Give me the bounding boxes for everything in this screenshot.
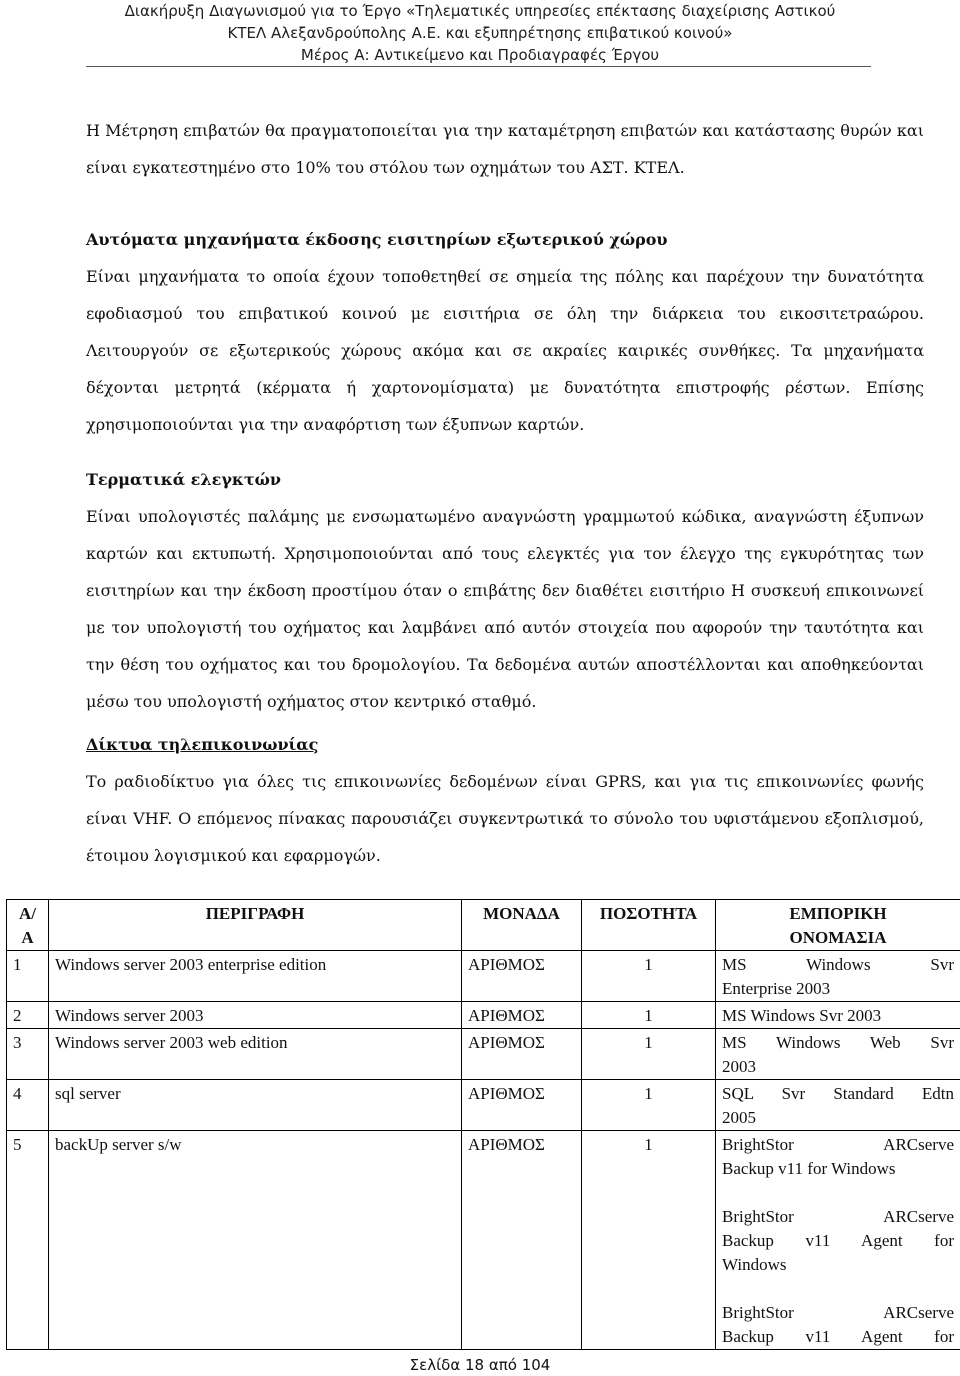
- section-heading: Τερματικά ελεγκτών: [86, 470, 282, 489]
- header-subtitle: Μέρος Α: Αντικείμενο και Προδιαγραφές Έργου: [300, 46, 660, 64]
- intro-paragraph: [86, 112, 924, 186]
- trade-name-line: Backup v11 for Windows: [722, 1159, 896, 1178]
- trade-name-line: Enterprise 2003: [722, 979, 831, 998]
- table-row: [7, 1080, 960, 1131]
- header-unit: ΜΟΝΑΔΑ: [462, 900, 582, 951]
- cell-quantity: 1: [582, 1131, 716, 1350]
- header-trade-name-line-1: ΕΜΠΟΡΙΚΗ: [789, 904, 887, 923]
- header-description: ΠΕΡΙΓΡΑΦΗ: [49, 900, 462, 951]
- cell-trade-name: [716, 1002, 960, 1029]
- section-ticket-machines: [86, 222, 924, 443]
- cell-aa: 4: [7, 1080, 49, 1131]
- cell-trade-name: [716, 951, 960, 1002]
- section-text: Είναι υπολογιστές παλάμης με ενσωματωμένο αναγνώστη γραμμωτού κώδικα, αναγνώστη έξυπνων καρτών και εκτυπωτή. Χρησιμοποιούνται από τους ελεγκτές για τον έλεγχο της εγκυρότητας των εισιτηρίων και την έκδοση προστίμου όταν ο επιβάτης δεν διαθέτει εισιτήριο Η συσκευή επικοινωνεί με τον υπολογιστή του οχήματος και λαμβάνει από αυτόν στοιχεία που αφορούν την ταυτότητα και την θέση του οχήματος και του δρομολογίου. Τα δεδομένα αυτών αποστέλλονται και αποθηκεύονται μέσω του υπολογιστή οχήματος στον κεντρικό σταθμό.: [86, 507, 924, 711]
- trade-name-line: Windows: [722, 1255, 787, 1274]
- cell-unit: ΑΡΙΘΜΟΣ: [462, 1002, 582, 1029]
- section-inspector-terminals: [86, 462, 924, 720]
- section-text: Το ραδιοδίκτυο για όλες τις επικοινωνίες δεδομένων είναι GPRS, και για τις επικοινωνίες φωνής είναι VHF. Ο επόμενος πίνακας παρουσιάζει συγκεντρωτικά το σύνολο του υφιστάμενου εξοπλισμού, έτοιμου λογισμικού και εφαρμογών.: [86, 772, 924, 865]
- header-trade-name: [716, 900, 960, 951]
- cell-description: Windows server 2003: [49, 1002, 462, 1029]
- cell-quantity: 1: [582, 951, 716, 1002]
- cell-aa: 2: [7, 1002, 49, 1029]
- table-row: [7, 1029, 960, 1080]
- cell-unit: ΑΡΙΘΜΟΣ: [462, 951, 582, 1002]
- trade-name-line: Backup v11 Agent for: [722, 1327, 954, 1346]
- equipment-table: [6, 899, 960, 1350]
- cell-unit: ΑΡΙΘΜΟΣ: [462, 1029, 582, 1080]
- cell-quantity: 1: [582, 1080, 716, 1131]
- cell-quantity: 1: [582, 1029, 716, 1080]
- header-title-line-2: ΚΤΕΛ Αλεξανδρούπολης Α.Ε. και εξυπηρέτησης επιβατικού κοινού»: [227, 24, 733, 42]
- section-heading: Δίκτυα τηλεπικοινωνίας: [86, 735, 319, 754]
- trade-name-line: BrightStor ARCserve: [722, 1135, 954, 1154]
- section-text: Είναι μηχανήματα το οποία έχουν τοποθετηθεί σε σημεία της πόλης και παρέχουν την δυνατότητα εφοδιασμού του επιβατικού κοινού με εισιτήρια σε όλη την διάρκεια του εικοσιτετραώρου. Λειτουργούν σε εξωτερικούς χώρους ακόμα και σε ακραίες καιρικές συνθήκες. Τα μηχανήματα δέχονται μετρητά (κέρματα ή χαρτονομίσματα) με δυνατότητα επιστροφής ρέστων. Επίσης χρησιμοποιούνται για την αναφόρτιση των έξυπνων καρτών.: [86, 267, 924, 434]
- cell-quantity: 1: [582, 1002, 716, 1029]
- header-aa: Α/Α: [7, 900, 49, 951]
- trade-name-line: BrightStor ARCserve: [722, 1303, 954, 1322]
- trade-name-line: MS Windows Svr: [722, 955, 954, 974]
- page-header: [0, 0, 960, 66]
- header-quantity: ΠΟΣΟΤΗΤΑ: [582, 900, 716, 951]
- cell-trade-name: [716, 1131, 960, 1350]
- cell-unit: ΑΡΙΘΜΟΣ: [462, 1080, 582, 1131]
- table-row: [7, 1002, 960, 1029]
- trade-name-line: 2005: [722, 1108, 756, 1127]
- table-header-row: [7, 900, 960, 951]
- header-divider: [86, 66, 871, 67]
- cell-aa: 1: [7, 951, 49, 1002]
- header-title-line-1: Διακήρυξη Διαγωνισμού για το Έργο «Τηλεματικές υπηρεσίες επέκτασης διαχείρισης Αστικού: [124, 2, 836, 20]
- cell-aa: 3: [7, 1029, 49, 1080]
- cell-description: Windows server 2003 web edition: [49, 1029, 462, 1080]
- table-row: [7, 951, 960, 1002]
- cell-trade-name: [716, 1080, 960, 1131]
- trade-name-line: MS Windows Web Svr: [722, 1033, 954, 1052]
- page-footer: [0, 1356, 960, 1374]
- cell-unit: ΑΡΙΘΜΟΣ: [462, 1131, 582, 1350]
- intro-text: Η Μέτρηση επιβατών θα πραγματοποιείται για την καταμέτρηση επιβατών και κατάστασης θυρών και είναι εγκατεστημένο στο 10% του στόλου των οχημάτων του ΑΣΤ. ΚΤΕΛ.: [86, 121, 924, 177]
- section-telecom-networks: [86, 727, 924, 874]
- trade-name-line: Backup v11 Agent for: [722, 1231, 954, 1250]
- cell-description: backUp server s/w: [49, 1131, 462, 1350]
- cell-description: Windows server 2003 enterprise edition: [49, 951, 462, 1002]
- trade-name-line: 2003: [722, 1057, 756, 1076]
- page-number: Σελίδα 18 από 104: [409, 1356, 551, 1374]
- cell-trade-name: [716, 1029, 960, 1080]
- trade-name-line: BrightStor ARCserve: [722, 1207, 954, 1226]
- cell-description: sql server: [49, 1080, 462, 1131]
- cell-aa: 5: [7, 1131, 49, 1350]
- header-trade-name-line-2: ΟΝΟΜΑΣΙΑ: [789, 928, 887, 947]
- table-row: [7, 1131, 960, 1350]
- section-heading: Αυτόματα μηχανήματα έκδοσης εισιτηρίων εξωτερικού χώρου: [86, 230, 668, 249]
- trade-name-line: SQL Svr Standard Edtn: [722, 1084, 954, 1103]
- trade-name-line: MS Windows Svr 2003: [722, 1006, 882, 1025]
